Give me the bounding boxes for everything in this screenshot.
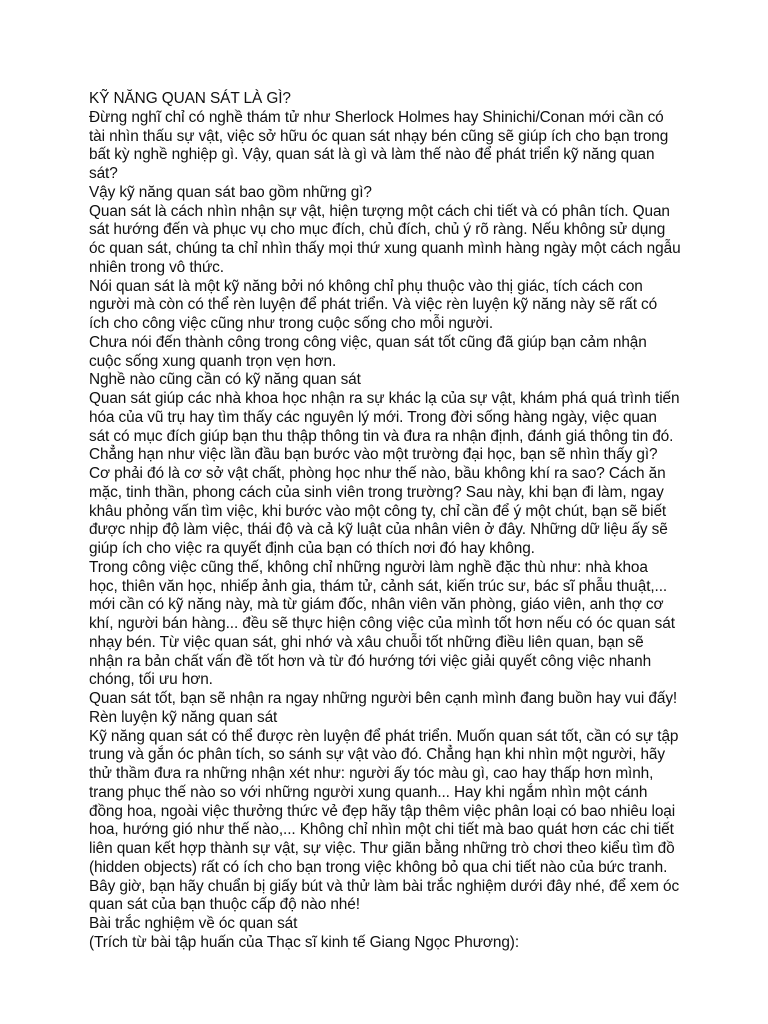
text-line: Cơ phải đó là cơ sở vật chất, phòng học như thế nào, bầu không khí ra sao? Cách ăn (89, 465, 666, 482)
text-line: liên quan kết hợp thành sự vật, sự việc. Thư giãn bằng những trò chơi theo kiểu tìm đồ (89, 840, 675, 857)
text-line: được nhịp độ làm việc, thái độ và cả kỹ luật của nhân viên ở đây. Những dữ liệu ấy sẽ (89, 521, 668, 539)
text-line: (Trích từ bài tập huấn của Thạc sĩ kinh tế Giang Ngọc Phương): (89, 933, 520, 951)
text-line: Chẳng hạn như việc lần đầu bạn bước vào một trường đại học, bạn sẽ nhìn thấy gì? (89, 446, 658, 464)
text-line: giúp ích cho việc ra quyết định của bạn có thích nơi đó hay không. (89, 540, 535, 557)
text-line: Chưa nói đến thành công trong công việc, quan sát tốt cũng đã giúp bạn cảm nhận (89, 333, 647, 351)
text-line: (hidden objects) rất có ích cho bạn trong việc không bỏ qua chi tiết nào của bức tranh. (89, 858, 668, 876)
text-line: trung và gắn óc phân tích, so sánh sự vật vào đó. Chẳng hạn khi nhìn một người, hãy (89, 746, 665, 764)
text-line: hóa của vũ trụ hay tìm thấy các nguyên lý mới. Trong đời sống hàng ngày, việc quan (89, 408, 657, 426)
text-line: Quan sát là cách nhìn nhận sự vật, hiện tượng một cách chi tiết và có phân tích. Quan (89, 202, 670, 220)
section-heading: Nghề nào cũng cần có kỹ năng quan sát (89, 371, 361, 389)
text-line: nhạy bén. Từ việc quan sát, ghi nhớ và xâu chuỗi tốt những điều liên quan, bạn sẽ (89, 633, 644, 651)
text-line: đồng hoa, ngoài việc thưởng thức vẻ đẹp hãy tập thêm việc phân loại có bao nhiêu loại (89, 802, 676, 820)
text-line: Đừng nghĩ chỉ có nghề thám tử như Sherlock Holmes hay Shinichi/Conan mới cần có (89, 108, 664, 126)
text-line: nhận ra bản chất vấn đề tốt hơn và từ đó hướng tới việc giải quyết công việc nhanh (89, 652, 652, 670)
text-line: khâu phỏng vấn tìm việc, khi bước vào một công ty, chỉ cần để ý một chút, bạn sẽ biết (89, 502, 667, 520)
text-line: nhiên trong vô thức. (89, 258, 224, 276)
text-line: mặc, tinh thần, phong cách của sinh viên trong trường? Sau này, khi bạn đi làm, ngay (89, 483, 664, 501)
text-line: Kỹ năng quan sát có thể được rèn luyện để phát triển. Muốn quan sát tốt, cần có sự tập (89, 727, 679, 745)
text-line: người mà còn có thể rèn luyện để phát triển. Và việc rèn luyện kỹ năng này sẽ rất có (89, 296, 658, 314)
text-line: hoa, hướng gió như thế nào,... Không chỉ nhìn một chi tiết mà bao quát hơn các chi tiết (89, 821, 674, 839)
text-line: chóng, tối ưu hơn. (89, 671, 213, 689)
document-title: KỸ NĂNG QUAN SÁT LÀ GÌ? (89, 90, 291, 107)
section-heading: Rèn luyện kỹ năng quan sát (89, 708, 278, 726)
text-line: thử thầm đưa ra những nhận xét như: người ấy tóc màu gì, cao hay thấp hơn mình, (89, 765, 654, 782)
text-line: trang phục thế nào so với những người xung quanh... Hay khi ngắm nhìn một cánh (89, 783, 648, 801)
text-line: ích cho công việc cũng như trong cuộc sống cho mỗi người. (89, 315, 494, 332)
text-line: mới cần có kỹ năng này, mà từ giám đốc, nhân viên văn phòng, giáo viên, anh thợ cơ (89, 596, 664, 614)
text-line: bất kỳ nghề nghiệp gì. Vậy, quan sát là gì và làm thế nào để phát triển kỹ năng quan (89, 146, 655, 164)
text-line: sát có mục đích giúp bạn thu thập thông tin và đưa ra nhận định, đánh giá thông tin đó. (89, 427, 674, 445)
document-page (89, 90, 719, 953)
text-line: cuộc sống xung quanh trọn vẹn hơn. (89, 352, 337, 370)
text-line: Quan sát tốt, bạn sẽ nhận ra ngay những người bên cạnh mình đang buồn hay vui đấy! (89, 690, 678, 707)
text-line: học, thiên văn học, nhiếp ảnh gia, thám tử, cảnh sát, kiến trúc sư, bác sĩ phẫu thuật,... (89, 577, 668, 595)
text-line: sát? (89, 165, 118, 182)
text-line: Nói quan sát là một kỹ năng bởi nó không chỉ phụ thuộc vào thị giác, tích cách con (89, 277, 643, 295)
text-line: Trong công việc cũng thế, không chỉ những người làm nghề đặc thù như: nhà khoa (89, 558, 648, 576)
text-line: Quan sát giúp các nhà khoa học nhận ra sự khác lạ của sự vật, khám phá quá trình tiến (89, 390, 680, 407)
text-line: óc quan sát, chúng ta chỉ nhìn thấy mọi thứ xung quanh mình hàng ngày một cách ngẫu (89, 240, 681, 257)
text-line: tài nhìn thấu sự vật, việc sở hữu óc quan sát nhạy bén cũng sẽ giúp ích cho bạn trong (89, 127, 669, 145)
text-line: quan sát của bạn thuộc cấp độ nào nhé! (89, 896, 360, 914)
section-heading: Vậy kỹ năng quan sát bao gồm những gì? (89, 183, 372, 201)
section-heading: Bài trắc nghiệm về óc quan sát (89, 915, 298, 932)
text-line: khí, người bán hàng... đều sẽ thực hiện công việc của mình tốt hơn nếu có óc quan sát (89, 615, 675, 632)
text-line: Bây giờ, bạn hãy chuẩn bị giấy bút và thử làm bài trắc nghiệm dưới đây nhé, để xem óc (89, 877, 680, 895)
text-line: sát hướng đến và phục vụ cho mục đích, chủ đích, chủ ý rõ ràng. Nếu không sử dụng (89, 221, 666, 239)
